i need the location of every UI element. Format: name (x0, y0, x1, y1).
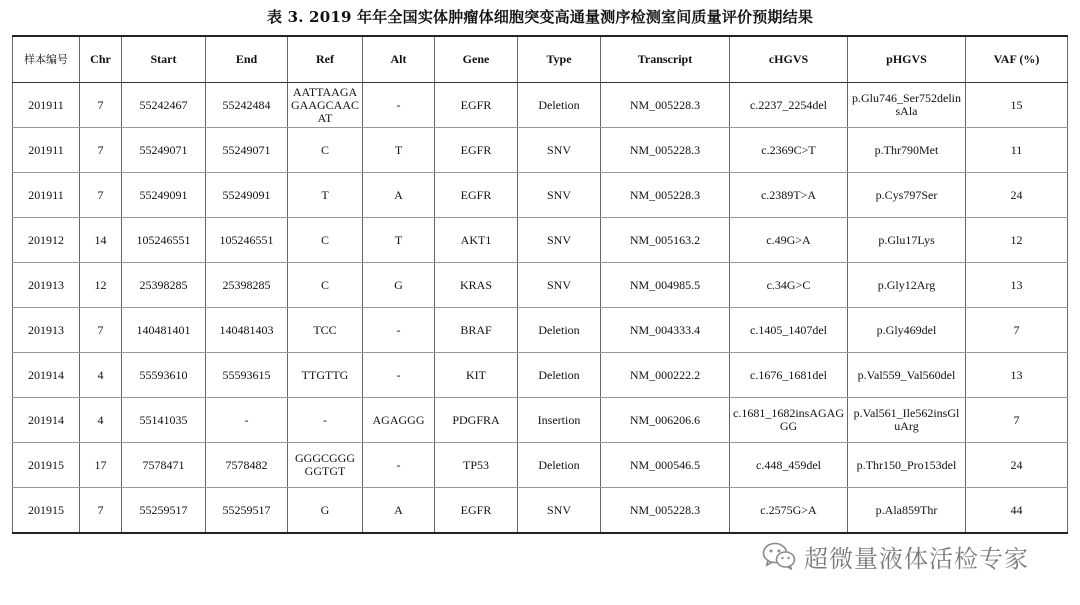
cell-transcript: NM_004985.5 (601, 263, 730, 308)
header-alt: Alt (363, 36, 435, 83)
cell-ref: AATTAAGAGAAGCAACAT (288, 83, 363, 128)
header-end: End (206, 36, 288, 83)
cell-phgvs: p.Gly12Arg (848, 263, 966, 308)
cell-sample-id: 201913 (13, 308, 80, 353)
cell-chr: 7 (80, 488, 122, 534)
cell-ref: T (288, 173, 363, 218)
header-row (13, 36, 1068, 83)
cell-end: 55249071 (206, 128, 288, 173)
cell-chr: 17 (80, 443, 122, 488)
cell-vaf: 7 (966, 398, 1068, 443)
header-sample-id: 样本编号 (13, 36, 80, 83)
header-type: Type (518, 36, 601, 83)
cell-transcript: NM_006206.6 (601, 398, 730, 443)
cell-chgvs: c.2575G>A (730, 488, 848, 534)
cell-phgvs: p.Ala859Thr (848, 488, 966, 534)
cell-chr: 7 (80, 308, 122, 353)
header-start: Start (122, 36, 206, 83)
cell-transcript: NM_000546.5 (601, 443, 730, 488)
cell-gene: PDGFRA (435, 398, 518, 443)
cell-vaf: 24 (966, 443, 1068, 488)
cell-end: 25398285 (206, 263, 288, 308)
cell-alt: A (363, 488, 435, 534)
cell-vaf: 15 (966, 83, 1068, 128)
cell-start: 55593610 (122, 353, 206, 398)
cell-start: 55141035 (122, 398, 206, 443)
header-transcript: Transcript (601, 36, 730, 83)
cell-start: 55249071 (122, 128, 206, 173)
cell-chgvs: c.34G>C (730, 263, 848, 308)
cell-alt: T (363, 218, 435, 263)
cell-phgvs: p.Glu746_Ser752delinsAla (848, 83, 966, 128)
cell-phgvs: p.Val561_Ile562insGluArg (848, 398, 966, 443)
header-vaf: VAF (%) (966, 36, 1068, 83)
cell-sample-id: 201911 (13, 83, 80, 128)
cell-phgvs: p.Val559_Val560del (848, 353, 966, 398)
cell-end: 55249091 (206, 173, 288, 218)
table-row (13, 353, 1068, 398)
cell-type: SNV (518, 218, 601, 263)
cell-chgvs: c.49G>A (730, 218, 848, 263)
cell-sample-id: 201911 (13, 173, 80, 218)
cell-vaf: 13 (966, 263, 1068, 308)
cell-gene: EGFR (435, 128, 518, 173)
cell-phgvs: p.Glu17Lys (848, 218, 966, 263)
cell-vaf: 12 (966, 218, 1068, 263)
cell-ref: C (288, 218, 363, 263)
cell-vaf: 24 (966, 173, 1068, 218)
cell-sample-id: 201911 (13, 128, 80, 173)
cell-sample-id: 201915 (13, 443, 80, 488)
cell-phgvs: p.Gly469del (848, 308, 966, 353)
table-row (13, 398, 1068, 443)
cell-phgvs: p.Thr150_Pro153del (848, 443, 966, 488)
cell-gene: EGFR (435, 488, 518, 534)
cell-ref: C (288, 128, 363, 173)
cell-ref: TTGTTG (288, 353, 363, 398)
cell-type: SNV (518, 173, 601, 218)
cell-end: 55242484 (206, 83, 288, 128)
cell-transcript: NM_005228.3 (601, 488, 730, 534)
cell-chgvs: c.1681_1682insAGAGGG (730, 398, 848, 443)
cell-sample-id: 201914 (13, 353, 80, 398)
cell-alt: A (363, 173, 435, 218)
cell-gene: KIT (435, 353, 518, 398)
cell-end: 55259517 (206, 488, 288, 534)
wechat-logo-icon (762, 542, 796, 570)
table-row (13, 308, 1068, 353)
cell-start: 55259517 (122, 488, 206, 534)
cell-end: - (206, 398, 288, 443)
cell-alt: - (363, 353, 435, 398)
cell-end: 105246551 (206, 218, 288, 263)
cell-gene: KRAS (435, 263, 518, 308)
cell-alt: - (363, 443, 435, 488)
table-row (13, 488, 1068, 534)
cell-vaf: 11 (966, 128, 1068, 173)
header-ref: Ref (288, 36, 363, 83)
cell-chgvs: c.2369C>T (730, 128, 848, 173)
cell-vaf: 44 (966, 488, 1068, 534)
cell-alt: AGAGGG (363, 398, 435, 443)
cell-type: SNV (518, 488, 601, 534)
cell-chr: 7 (80, 83, 122, 128)
table-row (13, 83, 1068, 128)
cell-chr: 12 (80, 263, 122, 308)
cell-transcript: NM_005163.2 (601, 218, 730, 263)
cell-sample-id: 201913 (13, 263, 80, 308)
cell-chgvs: c.2389T>A (730, 173, 848, 218)
table-caption: 表 3. 2019 年年全国实体肿瘤体细胞突变高通量测序检测室间质量评价预期结果 (266, 8, 814, 26)
cell-chr: 4 (80, 398, 122, 443)
cell-alt: T (363, 128, 435, 173)
cell-start: 7578471 (122, 443, 206, 488)
cell-alt: G (363, 263, 435, 308)
cell-end: 55593615 (206, 353, 288, 398)
table-row (13, 218, 1068, 263)
cell-ref: TCC (288, 308, 363, 353)
cell-phgvs: p.Cys797Ser (848, 173, 966, 218)
results-table (12, 35, 1068, 534)
cell-type: Deletion (518, 83, 601, 128)
cell-sample-id: 201912 (13, 218, 80, 263)
header-phgvs: pHGVS (848, 36, 966, 83)
table-row (13, 443, 1068, 488)
cell-sample-id: 201914 (13, 398, 80, 443)
cell-start: 55242467 (122, 83, 206, 128)
table-row (13, 128, 1068, 173)
watermark (762, 540, 1029, 572)
cell-ref: - (288, 398, 363, 443)
table-row (13, 263, 1068, 308)
cell-chr: 7 (80, 173, 122, 218)
cell-end: 140481403 (206, 308, 288, 353)
cell-type: SNV (518, 128, 601, 173)
cell-chgvs: c.2237_2254del (730, 83, 848, 128)
header-chgvs: cHGVS (730, 36, 848, 83)
cell-ref: C (288, 263, 363, 308)
cell-type: SNV (518, 263, 601, 308)
cell-sample-id: 201915 (13, 488, 80, 534)
cell-transcript: NM_004333.4 (601, 308, 730, 353)
cell-chr: 7 (80, 128, 122, 173)
watermark-text: 超微量液体活检专家 (804, 544, 1029, 573)
cell-type: Deletion (518, 443, 601, 488)
cell-alt: - (363, 308, 435, 353)
cell-phgvs: p.Thr790Met (848, 128, 966, 173)
cell-vaf: 7 (966, 308, 1068, 353)
cell-gene: EGFR (435, 83, 518, 128)
cell-chgvs: c.1405_1407del (730, 308, 848, 353)
cell-vaf: 13 (966, 353, 1068, 398)
cell-type: Deletion (518, 308, 601, 353)
cell-transcript: NM_000222.2 (601, 353, 730, 398)
cell-ref: GGGCGGGGGTGT (288, 443, 363, 488)
table-row (13, 173, 1068, 218)
cell-chr: 4 (80, 353, 122, 398)
cell-type: Deletion (518, 353, 601, 398)
header-chr: Chr (80, 36, 122, 83)
cell-end: 7578482 (206, 443, 288, 488)
cell-chr: 14 (80, 218, 122, 263)
cell-transcript: NM_005228.3 (601, 83, 730, 128)
cell-start: 25398285 (122, 263, 206, 308)
cell-start: 105246551 (122, 218, 206, 263)
header-gene: Gene (435, 36, 518, 83)
cell-gene: TP53 (435, 443, 518, 488)
cell-gene: BRAF (435, 308, 518, 353)
cell-alt: - (363, 83, 435, 128)
cell-start: 55249091 (122, 173, 206, 218)
cell-start: 140481401 (122, 308, 206, 353)
cell-transcript: NM_005228.3 (601, 173, 730, 218)
cell-chgvs: c.448_459del (730, 443, 848, 488)
cell-chgvs: c.1676_1681del (730, 353, 848, 398)
cell-type: Insertion (518, 398, 601, 443)
cell-transcript: NM_005228.3 (601, 128, 730, 173)
cell-ref: G (288, 488, 363, 534)
cell-gene: EGFR (435, 173, 518, 218)
cell-gene: AKT1 (435, 218, 518, 263)
